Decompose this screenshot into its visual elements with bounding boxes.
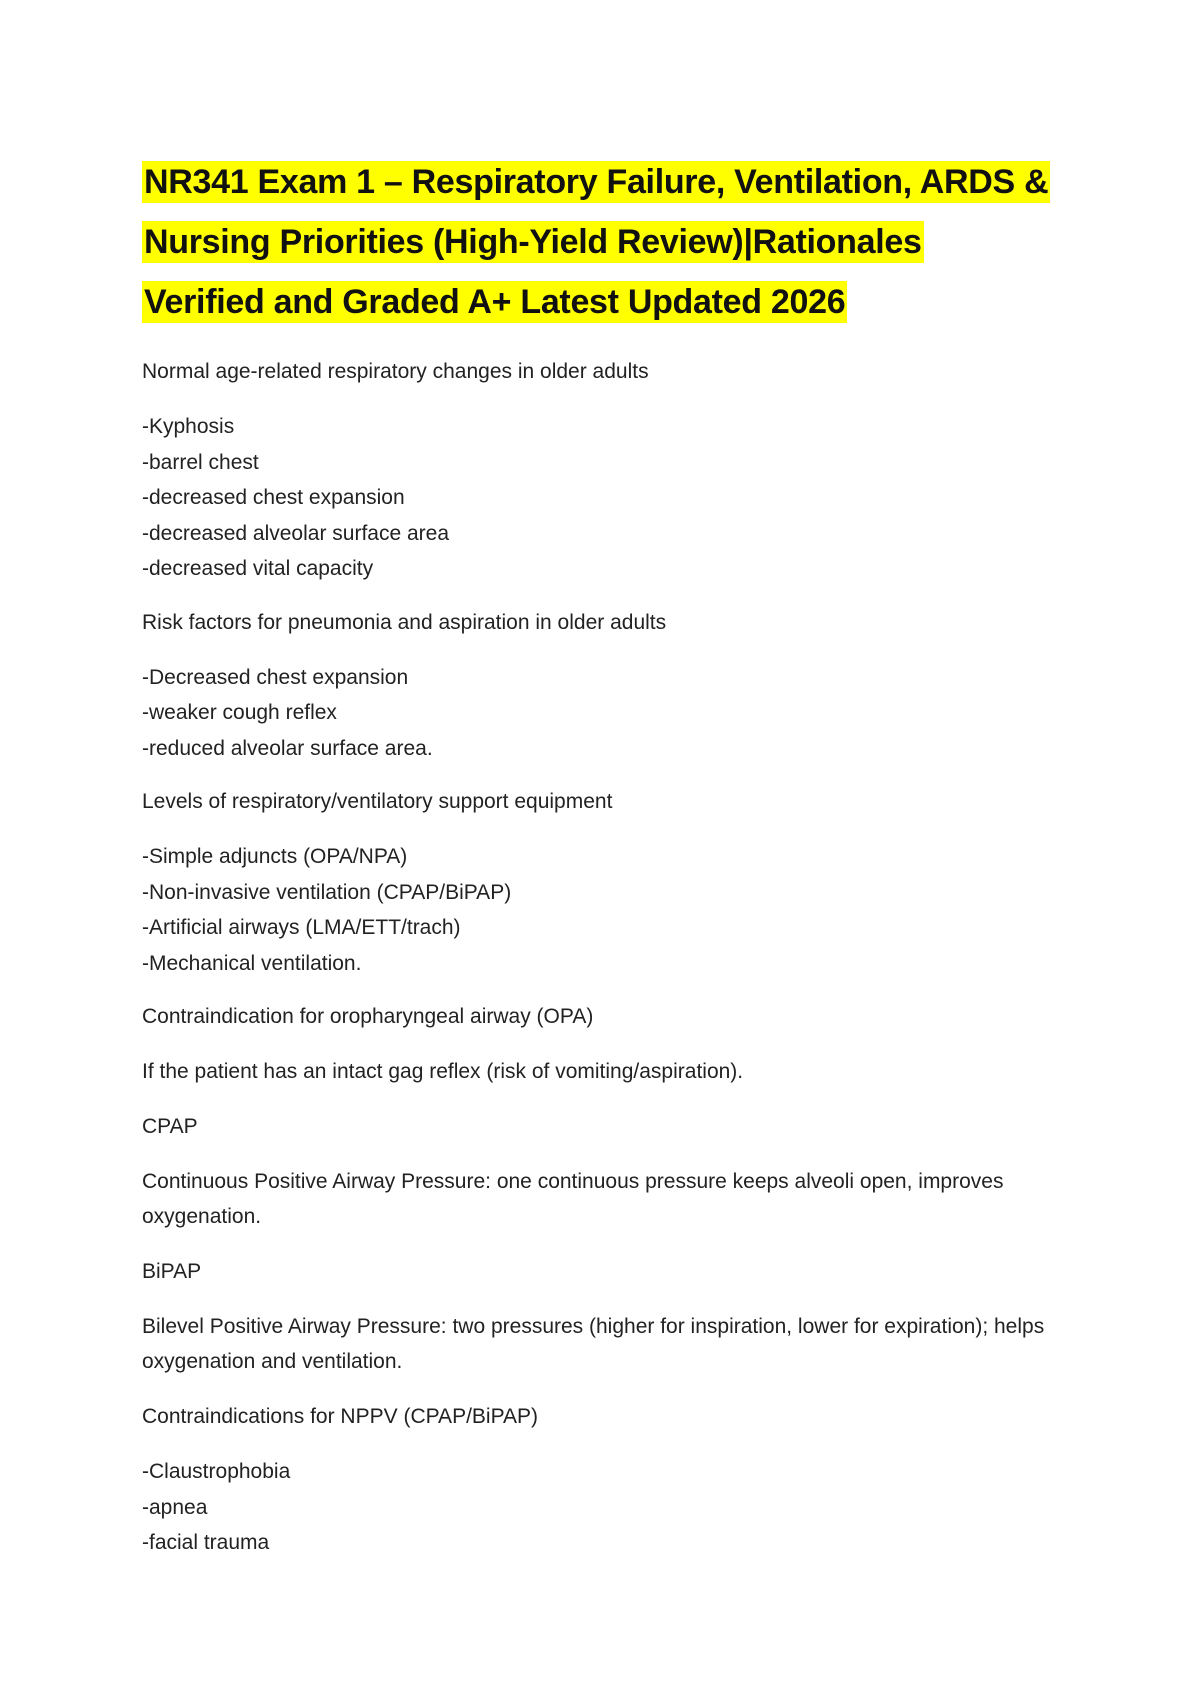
answer-cpap: Continuous Positive Airway Pressure: one continuous pressure keeps alveoli open, improves oxygenation.	[142, 1170, 1004, 1228]
question-support-levels: Levels of respiratory/ventilatory support equipment	[142, 790, 613, 813]
list-item: -facial trauma	[142, 1531, 270, 1554]
question-bipap: BiPAP	[142, 1260, 202, 1283]
list-item: -Mechanical ventilation.	[142, 951, 362, 975]
question-cpap: CPAP	[142, 1115, 198, 1138]
title-line-3: Verified and Graded A+ Latest Updated 2026	[144, 283, 846, 321]
answer-pneumonia-risk	[142, 660, 1082, 767]
list-item: -Kyphosis	[142, 415, 235, 438]
document-title	[142, 152, 1082, 332]
list-item: -decreased vital capacity	[142, 557, 374, 580]
answer-opa-contraindication: If the patient has an intact gag reflex (risk of vomiting/aspiration).	[142, 1060, 744, 1083]
title-line-2: Nursing Priorities (High-Yield Review)|Rationales	[144, 223, 922, 261]
list-item: -apnea	[142, 1495, 208, 1519]
question-older-adult-changes: Normal age-related respiratory changes in older adults	[142, 360, 649, 383]
list-item: -weaker cough reflex	[142, 701, 337, 724]
question-nppv-contraindications: Contraindications for NPPV (CPAP/BiPAP)	[142, 1405, 539, 1428]
list-item: -barrel chest	[142, 450, 259, 474]
question-pneumonia-risk: Risk factors for pneumonia and aspiration in older adults	[142, 610, 667, 634]
answer-bipap: Bilevel Positive Airway Pressure: two pressures (higher for inspiration, lower for expiration); helps oxygenation and ventilation.	[142, 1315, 1045, 1373]
list-item: -Non-invasive ventilation (CPAP/BiPAP)	[142, 880, 512, 904]
list-item: -Artificial airways (LMA/ETT/trach)	[142, 916, 461, 939]
answer-support-levels	[142, 839, 1082, 981]
list-item: -Claustrophobia	[142, 1460, 291, 1483]
answer-nppv-contraindications	[142, 1454, 1082, 1561]
list-item: -decreased alveolar surface area	[142, 521, 450, 545]
list-item: -Decreased chest expansion	[142, 665, 409, 689]
list-item: -decreased chest expansion	[142, 486, 405, 509]
question-opa-contraindication: Contraindication for oropharyngeal airway (OPA)	[142, 1005, 594, 1028]
answer-older-adult-changes	[142, 409, 1082, 587]
document-page	[142, 152, 1082, 1579]
list-item: -reduced alveolar surface area.	[142, 736, 433, 760]
title-line-1: NR341 Exam 1 – Respiratory Failure, Ventilation, ARDS &	[144, 163, 1049, 201]
list-item: -Simple adjuncts (OPA/NPA)	[142, 845, 408, 868]
